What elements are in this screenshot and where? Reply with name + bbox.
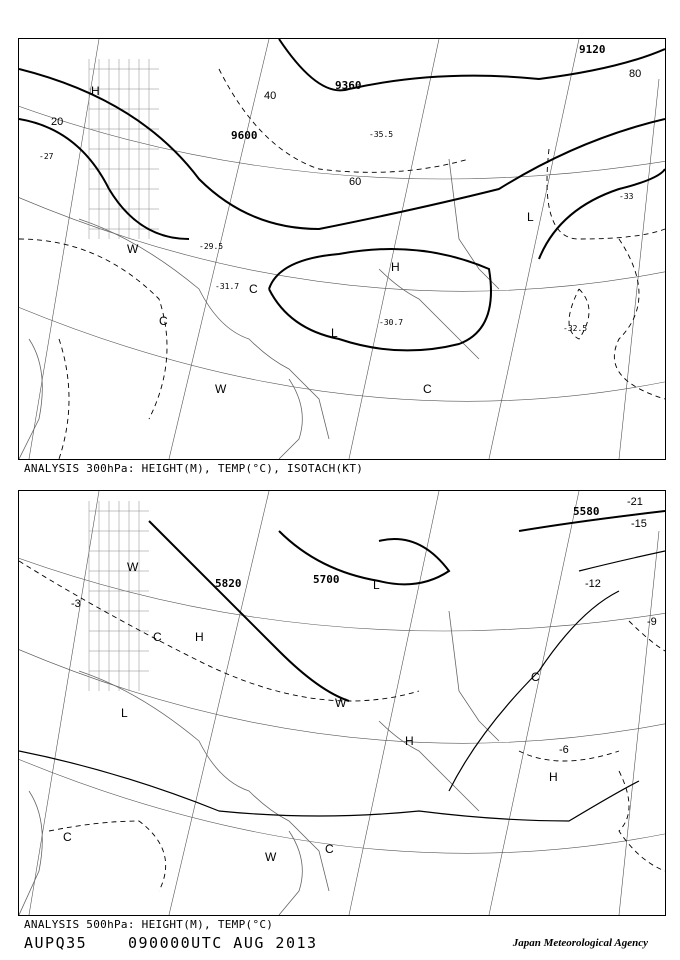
cold-marker: C: [249, 282, 258, 296]
analysis-time: 090000UTC AUG 2013: [128, 934, 318, 952]
high-pressure-marker: H: [549, 770, 558, 784]
warm-marker: W: [265, 850, 277, 864]
height-label-9120: 9120: [579, 43, 606, 56]
low-pressure-marker: L: [121, 706, 128, 720]
temp-label-minus6: -6: [559, 744, 569, 756]
temp-label-minus21: -21: [627, 496, 643, 508]
temp-label: -29.5: [199, 242, 224, 251]
temp-label-minus9: -9: [647, 616, 657, 628]
isotach-label-60: 60: [349, 176, 362, 188]
temp-label: -33: [619, 192, 634, 201]
height-label-5700: 5700: [313, 573, 340, 586]
temperature-contours-dashed: [19, 561, 665, 891]
high-pressure-marker: H: [405, 734, 414, 748]
high-pressure-marker: H: [391, 260, 400, 274]
temperature-contours: [19, 69, 665, 459]
high-pressure-marker: H: [91, 84, 100, 98]
cold-marker: C: [531, 670, 540, 684]
low-pressure-marker: L: [527, 210, 534, 224]
temp-label: -30.7: [379, 318, 404, 327]
warm-marker: W: [127, 560, 139, 574]
caption-300hpa: ANALYSIS 300hPa: HEIGHT(M), TEMP(°C), ISOTACH(KT): [24, 462, 364, 475]
low-pressure-marker: L: [331, 326, 338, 340]
chart-code: AUPQ35: [24, 934, 88, 952]
cold-marker: C: [153, 630, 162, 644]
map-panel-500hpa: [18, 490, 666, 916]
isotach-label-40: 40: [264, 90, 277, 102]
temp-label-minus3: -3: [71, 598, 81, 610]
map-500hpa-svg: [19, 491, 665, 915]
temp-label-minus15: -15: [631, 518, 647, 530]
warm-marker: W: [215, 382, 227, 396]
temp-label: -35.5: [369, 130, 394, 139]
coastline: [19, 611, 499, 915]
cold-marker: C: [63, 830, 72, 844]
cold-marker: C: [159, 314, 168, 328]
isotach-label-80: 80: [629, 68, 642, 80]
warm-marker: W: [335, 696, 347, 710]
coastline: [19, 159, 499, 459]
height-label-5580: 5580: [573, 505, 600, 518]
low-pressure-marker: L: [373, 578, 380, 592]
warm-marker: W: [127, 242, 139, 256]
height-label-5820: 5820: [215, 577, 242, 590]
temp-label: -32.5: [563, 324, 588, 333]
isotach-label-20: 20: [51, 116, 64, 128]
high-pressure-marker: H: [195, 630, 204, 644]
map-panel-300hpa: [18, 38, 666, 460]
temp-label: -31.7: [215, 282, 240, 291]
height-label-9600: 9600: [231, 129, 258, 142]
map-300hpa-svg: [19, 39, 665, 459]
caption-500hpa: ANALYSIS 500hPa: HEIGHT(M), TEMP(°C): [24, 918, 274, 931]
height-label-9360: 9360: [335, 79, 362, 92]
latlon-grid: [19, 39, 665, 459]
agency-name: Japan Meteorological Agency: [512, 937, 648, 949]
cold-marker: C: [423, 382, 432, 396]
cold-marker: C: [325, 842, 334, 856]
hatched-area: [89, 501, 149, 691]
temp-label-minus12: -12: [585, 578, 601, 590]
temp-label: -27: [39, 152, 54, 161]
